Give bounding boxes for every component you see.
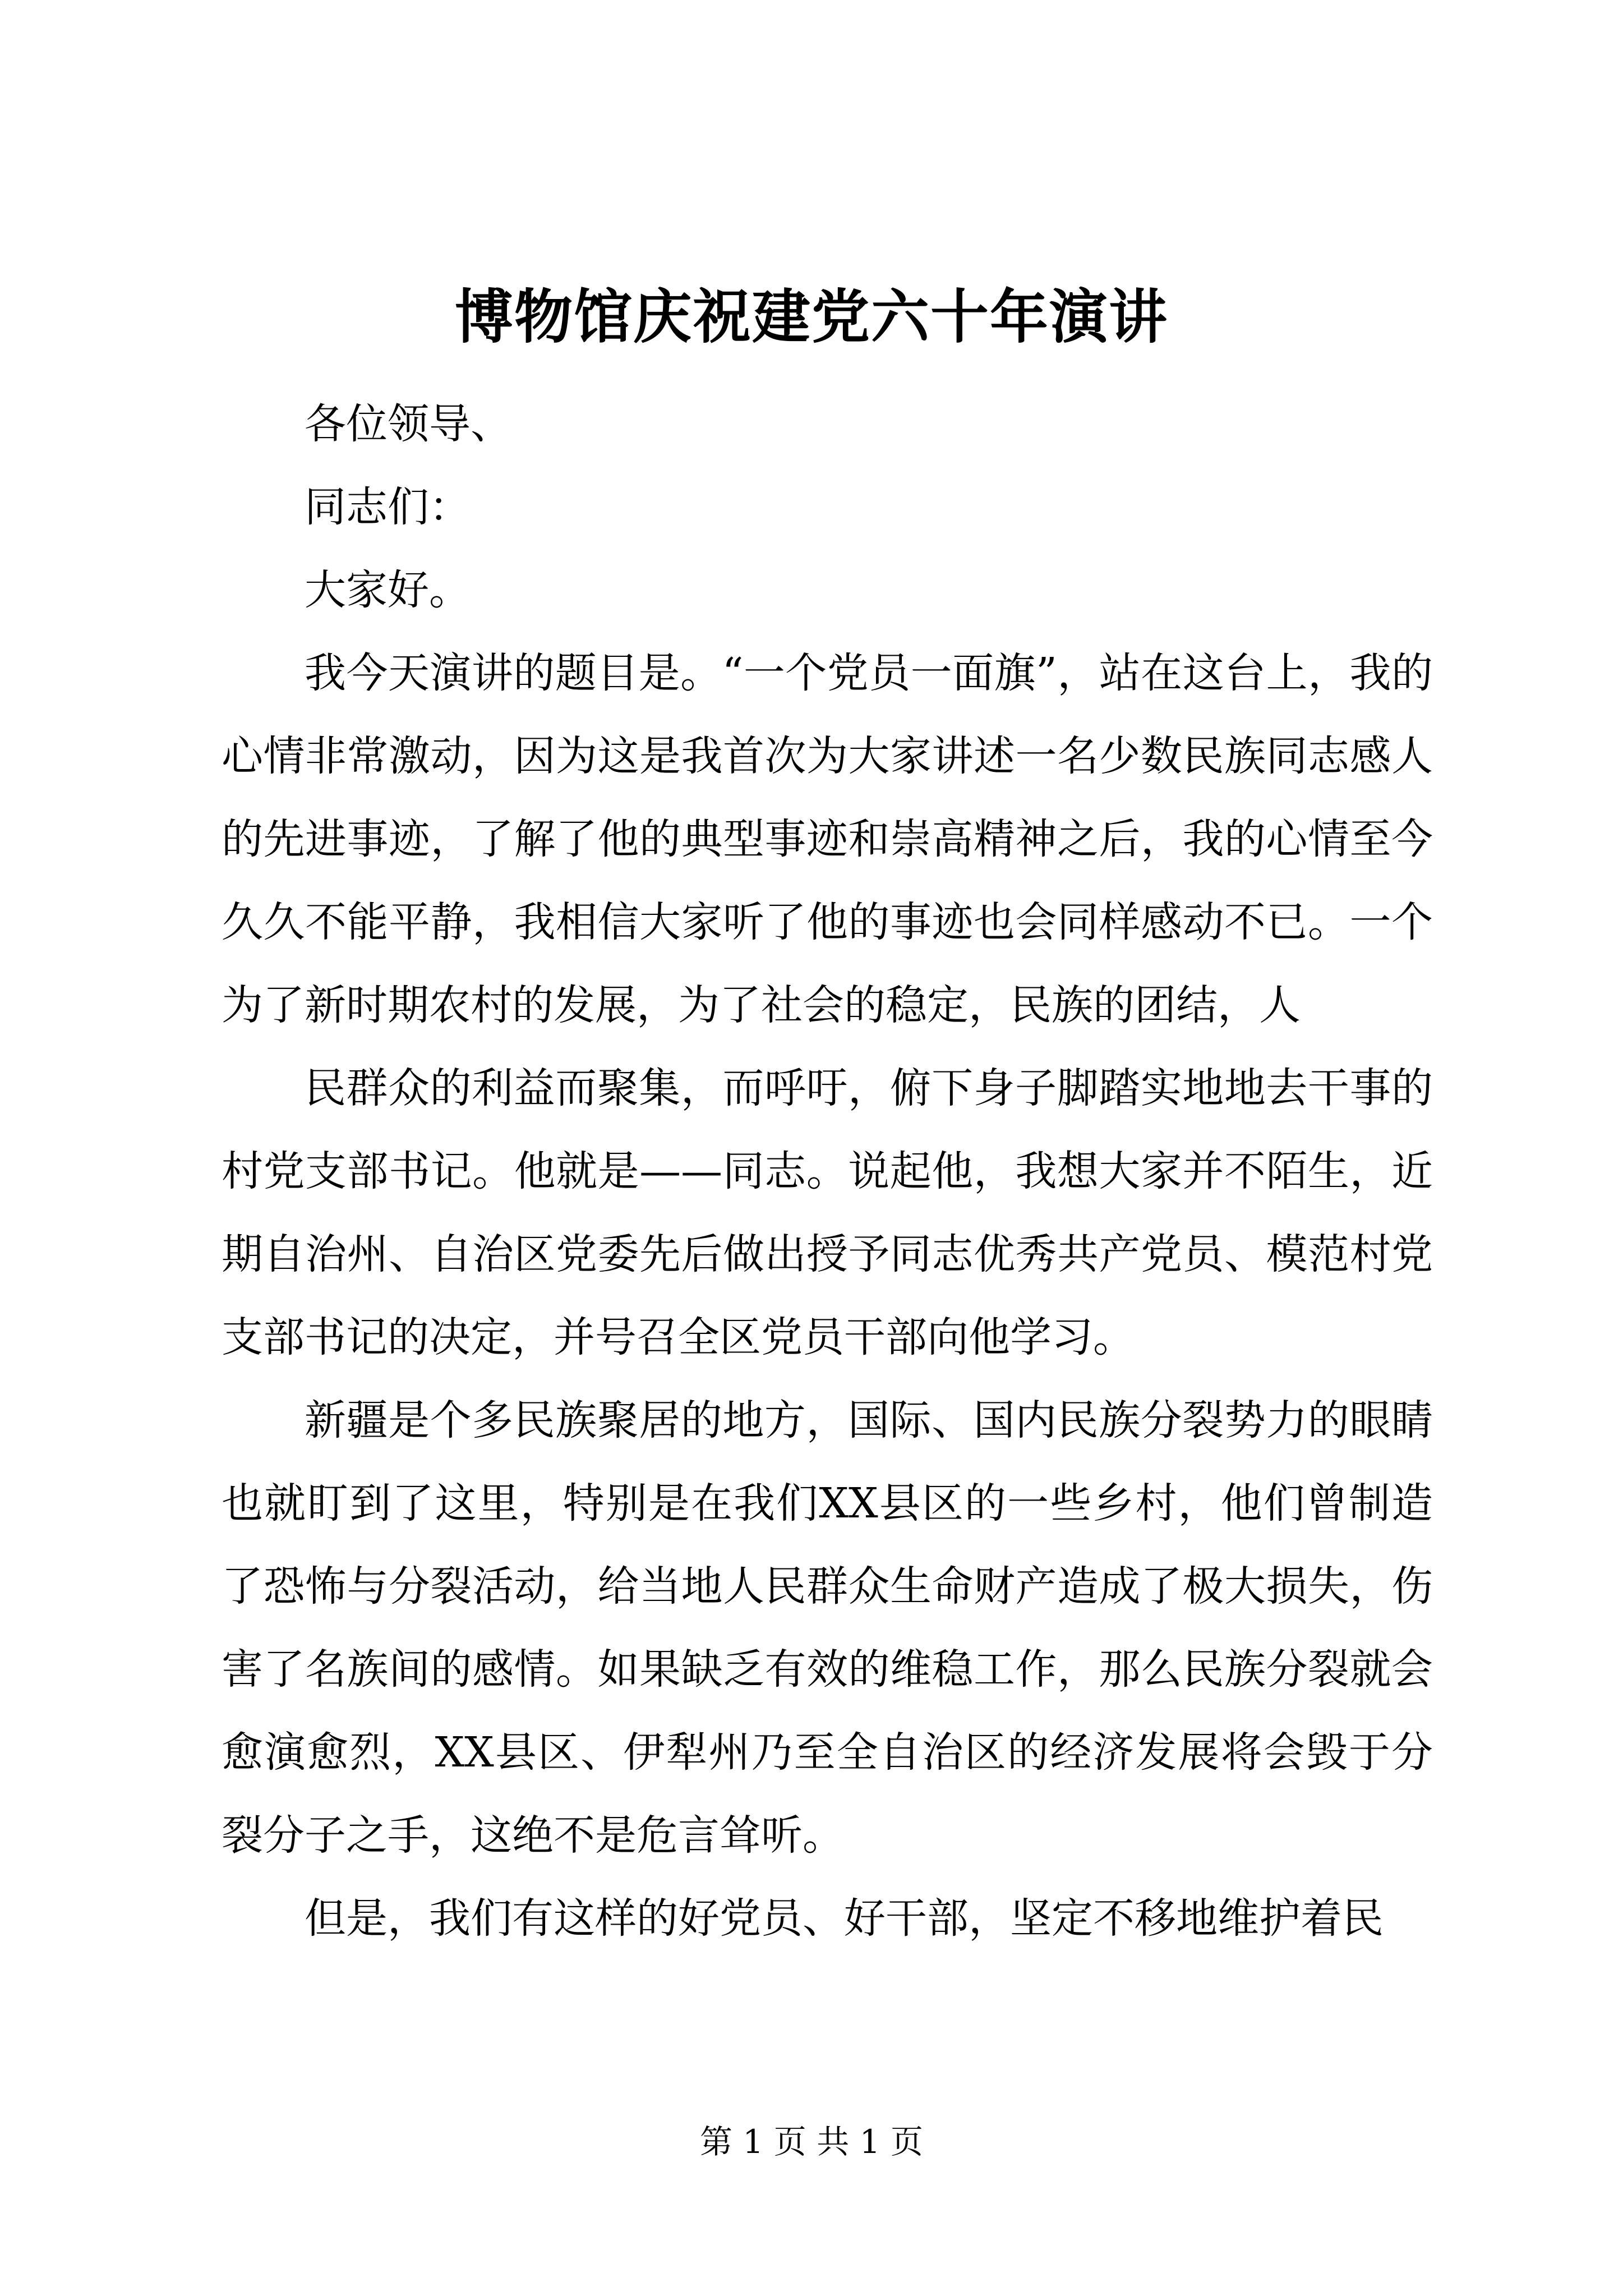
- paragraph-salutation-comrades: 同志们：: [305, 483, 471, 531]
- page-footer: 第 1 页 共 1 页: [700, 2123, 923, 2161]
- document-title: 博物馆庆祝建党六十年演讲: [454, 282, 1168, 351]
- paragraph-conclusion-start: 但是，我们有这样的好党员、好干部，坚定不移地维护着民: [305, 1894, 1384, 1943]
- paragraph-greeting: 大家好。: [305, 566, 471, 614]
- paragraph-secretary: 民群众的利益而聚集，而呼吁，俯下身子脚踏实地地去干事的村党支部书记。他就是——同志。说起他，我想大家并不陌生，近期自治州、自治区党委先后做出授予同志优秀共产党员、模范村党支部书记的决定，并号召全区党员干部向他学习。: [222, 1064, 1433, 1361]
- paragraph-xinjiang: 新疆是个多民族聚居的地方，国际、国内民族分裂势力的眼睛也就盯到了这里，特别是在我们XX县区的一些乡村，他们曾制造了恐怖与分裂活动，给当地人民群众生命财产造成了极大损失，伤害了名族间的感情。如果缺乏有效的维稳工作，那么民族分裂就会愈演愈烈，XX县区、伊犁州乃至全自治区的经济发展将会毁于分裂分子之手，这绝不是危言耸听。: [222, 1396, 1433, 1860]
- paragraph-salutation-leaders: 各位领导、: [305, 400, 512, 448]
- paragraph-introduction: 我今天演讲的题目是。“一个党员一面旗”，站在这台上，我的心情非常激动，因为这是我首次为大家讲述一名少数民族同志感人的先进事迹，了解了他的典型事迹和崇高精神之后，我的心情至今久久不能平静，我相信大家听了他的事迹也会同样感动不已。一个为了新时期农村的发展，为了社会的稳定，民族的团结，人: [222, 649, 1433, 1029]
- document-body: [222, 383, 1433, 1960]
